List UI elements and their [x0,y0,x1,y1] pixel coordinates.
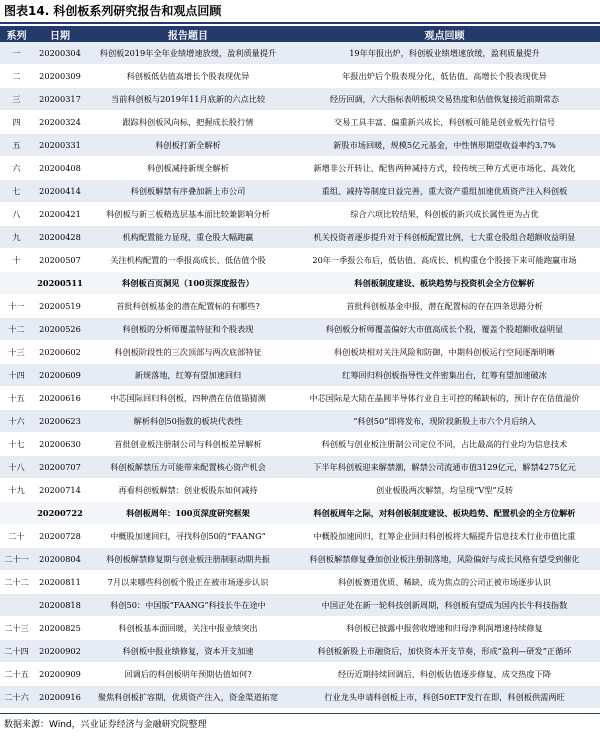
row-date-cell: 20200825 [33,617,87,640]
row-series-cell: 七 [0,180,33,203]
row-series-cell: 五 [0,134,33,157]
row-series-cell [0,502,33,525]
row-view-cell: 经历近期持续回调后，科创板估值逐步修复，成交热度下降 [289,663,600,686]
row-series-cell: 二十一 [0,548,33,571]
row-view-cell: 交易工具丰富、偏重新兴成长，科创板可能是创业板先行信号 [289,111,600,134]
row-date-cell: 20200811 [33,571,87,594]
row-series-cell: 十九 [0,479,33,502]
row-topic-cell: 科创板解禁压力可能带来配置核心资产机会 [87,456,289,479]
table-row [0,456,600,479]
row-topic-cell: 首批创业板注册制公司与科创板差异解析 [87,433,289,456]
row-topic-cell: 科创板解禁有序叠加新上市公司 [87,180,289,203]
row-view-cell: 重组、减持等制度日益完善，重大资产重组加速优质资产注入科创板 [289,180,600,203]
row-date-cell: 20200304 [33,42,87,65]
row-date-cell: 20200609 [33,364,87,387]
row-view-cell: “科创50”即将发布，现阶段新股上市六个月后纳入 [289,410,600,433]
row-date-cell: 20200526 [33,318,87,341]
row-date-cell: 20200707 [33,456,87,479]
figure-title: 图表14. 科创板系列研究报告和观点回顾 [0,0,600,24]
table-row [0,571,600,594]
table-row [0,433,600,456]
row-view-cell: 中国正处在新一轮科技创新周期，科创板有望成为国内长牛科技指数 [289,594,600,617]
row-view-cell: 行业龙头申请科创板上市，科创50ETF发行在即，科创板供需两旺 [289,686,600,709]
row-view-cell: 综合六项比较结果，科创板的新兴成长属性更为占优 [289,203,600,226]
row-date-cell: 20200722 [33,502,87,525]
row-date-cell: 20200421 [33,203,87,226]
row-date-cell: 20200616 [33,387,87,410]
row-view-cell: 科创板块相对关注风险和防御，中期科创板运行空间逐渐明晰 [289,341,600,364]
header-topic: 报告题目 [87,26,289,42]
row-series-cell: 十五 [0,387,33,410]
row-topic-cell: 科创板基本面回暖，关注中报业绩突出 [87,617,289,640]
row-series-cell [0,594,33,617]
row-topic-cell: 跟踪科创板风向标，把握成长股行情 [87,111,289,134]
row-view-cell: 科创板解禁修复叠加创业板注册制落地，风险偏好与成长风格有望受到催化 [289,548,600,571]
table-header-row [0,26,600,42]
row-view-cell: 创业板股两次解禁，均呈现“V型”反转 [289,479,600,502]
row-date-cell: 20200414 [33,180,87,203]
row-date-cell: 20200916 [33,686,87,709]
row-topic-cell: 科创板中报业绩修复，资本开支加速 [87,640,289,663]
table-row [0,180,600,203]
row-date-cell: 20200804 [33,548,87,571]
row-topic-cell: 科创板解禁修复期与创业板注册制驱动期共振 [87,548,289,571]
row-view-cell: 中芯国际是大陆在晶圆半导体行业自主可控的稀缺标的，预计存在估值溢价 [289,387,600,410]
table-row [0,111,600,134]
row-topic-cell: 中概股加速回归，寻找科创50的“FAANG” [87,525,289,548]
row-series-cell: 三 [0,88,33,111]
row-view-cell: 20年一季报公布后，低估值、高成长、机构重仓个股接下来可能跑赢市场 [289,249,600,272]
row-series-cell: 十四 [0,364,33,387]
row-series-cell: 一 [0,42,33,65]
row-series-cell: 十二 [0,318,33,341]
row-view-cell: 科创板新股上市融资后，加快资本开支节奏，形成“盈利—研发”正循环 [289,640,600,663]
table-row [0,525,600,548]
table-row [0,548,600,571]
row-date-cell: 20200507 [33,249,87,272]
row-topic-cell: 科创板的分析师覆盖特征和个股表现 [87,318,289,341]
row-view-cell: 红筹回归科创板指导性文件密集出台，红筹有望加速破冰 [289,364,600,387]
row-view-cell: 科创板赛道优质、稀缺、成为焦点的公司正被市场逐步认识 [289,571,600,594]
row-series-cell: 二十六 [0,686,33,709]
row-date-cell: 20200309 [33,65,87,88]
row-date-cell: 20200909 [33,663,87,686]
row-series-cell: 二十五 [0,663,33,686]
row-topic-cell: 回调后的科创板明年预期估值如何? [87,663,289,686]
row-view-cell: 19年年报出炉，科创板业绩增速放缓，盈利质量提升 [289,42,600,65]
row-series-cell: 十三 [0,341,33,364]
table-row [0,364,600,387]
table-row [0,640,600,663]
row-topic-cell: 聚焦科创板扩容期，优质资产注入，资金渠道拓宽 [87,686,289,709]
row-series-cell: 九 [0,226,33,249]
table-row [0,617,600,640]
row-view-cell: 新增非公开转让、配售两种减持方式，较传统三种方式更市场化、高效化 [289,157,600,180]
row-view-cell: 中概股加速回归，红筹企业回归科创板将大幅提升信息技术行业市值比重 [289,525,600,548]
row-topic-cell: 当前科创板与2019年11月底新的六点比较 [87,88,289,111]
row-series-cell: 二十二 [0,571,33,594]
table-row [0,341,600,364]
row-view-cell: 新股市场回暖，规模5亿元基金，中性情形期望收益率约3.7% [289,134,600,157]
table-row [0,663,600,686]
table-row [0,686,600,709]
row-topic-cell: 机构配置能力显现，重仓股大幅跑赢 [87,226,289,249]
row-view-cell: 首批科创板基金申报，潜在配置标的存在四条思路分析 [289,295,600,318]
row-topic-cell: 7月以来哪些科创板个股正在被市场逐步认识 [87,571,289,594]
row-date-cell: 20200714 [33,479,87,502]
table-row [0,88,600,111]
row-topic-cell: 科创板与新三板精选层基本面比较兼影响分析 [87,203,289,226]
row-series-cell: 四 [0,111,33,134]
row-view-cell: 机关投资者逐步提升对于科创板配置比例，七大重仓股组合超额收益明显 [289,226,600,249]
row-date-cell: 20200818 [33,594,87,617]
row-topic-cell: 关注机构配置的一季报高成长、低估值个股 [87,249,289,272]
table-row [0,65,600,88]
row-view-cell: 科创板已披露中报营收增速和归母净利润增速持续修复 [289,617,600,640]
row-topic-cell: 科创板低估值高增长个股表现优异 [87,65,289,88]
row-date-cell: 20200630 [33,433,87,456]
row-date-cell: 20200511 [33,272,87,295]
table-row [0,594,600,617]
row-series-cell: 二十四 [0,640,33,663]
row-topic-cell: 科创板阶段性的三次顶部与两次底部特征 [87,341,289,364]
table-row [0,203,600,226]
table-row [0,502,600,525]
row-topic-cell: 科创板打新全解析 [87,134,289,157]
row-series-cell: 八 [0,203,33,226]
row-date-cell: 20200602 [33,341,87,364]
row-series-cell: 十八 [0,456,33,479]
row-view-cell: 经历回调，六大指标表明板块交易热度和估值恢复接近前期常态 [289,88,600,111]
table-row [0,318,600,341]
row-view-cell: 年报出炉后个股表现分化，低估值、高增长个股表现优异 [289,65,600,88]
row-series-cell: 十 [0,249,33,272]
row-series-cell: 十七 [0,433,33,456]
row-topic-cell: 再看科创板解禁：创业板股东如何减持 [87,479,289,502]
row-topic-cell: 科创板减持新规全解析 [87,157,289,180]
row-topic-cell: 科创板百页洞见（100页深度报告） [87,272,289,295]
row-series-cell: 二十三 [0,617,33,640]
row-series-cell: 六 [0,157,33,180]
table-body [0,42,600,709]
table-row [0,42,600,65]
row-date-cell: 20200428 [33,226,87,249]
row-date-cell: 20200902 [33,640,87,663]
row-view-cell: 科创板分析师覆盖偏好大市值高成长个股，覆盖个股超额收益明显 [289,318,600,341]
header-view: 观点回顾 [289,26,600,42]
row-series-cell: 十一 [0,295,33,318]
row-view-cell: 下半年科创板迎来解禁潮，解禁公司流通市值3129亿元，解禁4275亿元 [289,456,600,479]
row-date-cell: 20200324 [33,111,87,134]
row-date-cell: 20200519 [33,295,87,318]
row-topic-cell: 解析科创50指数的板块代表性 [87,410,289,433]
table-row [0,134,600,157]
row-series-cell: 十六 [0,410,33,433]
row-topic-cell: 科创板周年：100页深度研究框架 [87,502,289,525]
header-date: 日期 [33,26,87,42]
row-date-cell: 20200317 [33,88,87,111]
row-topic-cell: 新规落地，红筹有望加速回归 [87,364,289,387]
row-date-cell: 20200623 [33,410,87,433]
row-view-cell: 科创板周年之际，对科创板制度建设、板块趋势、配置机会的全方位解析 [289,502,600,525]
row-series-cell: 二 [0,65,33,88]
report-table [0,26,600,709]
table-row [0,295,600,318]
table-row [0,272,600,295]
table-row [0,387,600,410]
row-date-cell: 20200331 [33,134,87,157]
row-date-cell: 20200728 [33,525,87,548]
row-view-cell: 科创板制度建设、板块趋势与投资机会全方位解析 [289,272,600,295]
row-date-cell: 20200408 [33,157,87,180]
row-series-cell: 二十 [0,525,33,548]
table-row [0,249,600,272]
row-series-cell [0,272,33,295]
table-row [0,479,600,502]
table-row [0,410,600,433]
table-row [0,157,600,180]
data-source-note: 数据来源：Wind，兴业证券经济与金融研究院整理 [0,713,600,730]
row-topic-cell: 科创50：中国版“FAANG”科技长牛在途中 [87,594,289,617]
row-topic-cell: 首批科创板基金的潜在配置标的有哪些? [87,295,289,318]
row-topic-cell: 中芯国际回归科创板，四种潜在估值锚猜测 [87,387,289,410]
table-row [0,226,600,249]
row-topic-cell: 科创板2019年全年业绩增速放缓，盈利质量提升 [87,42,289,65]
row-view-cell: 科创板与创业板注册制公司定位不同，占比最高的行业均为信息技术 [289,433,600,456]
header-series: 系列 [0,26,33,42]
